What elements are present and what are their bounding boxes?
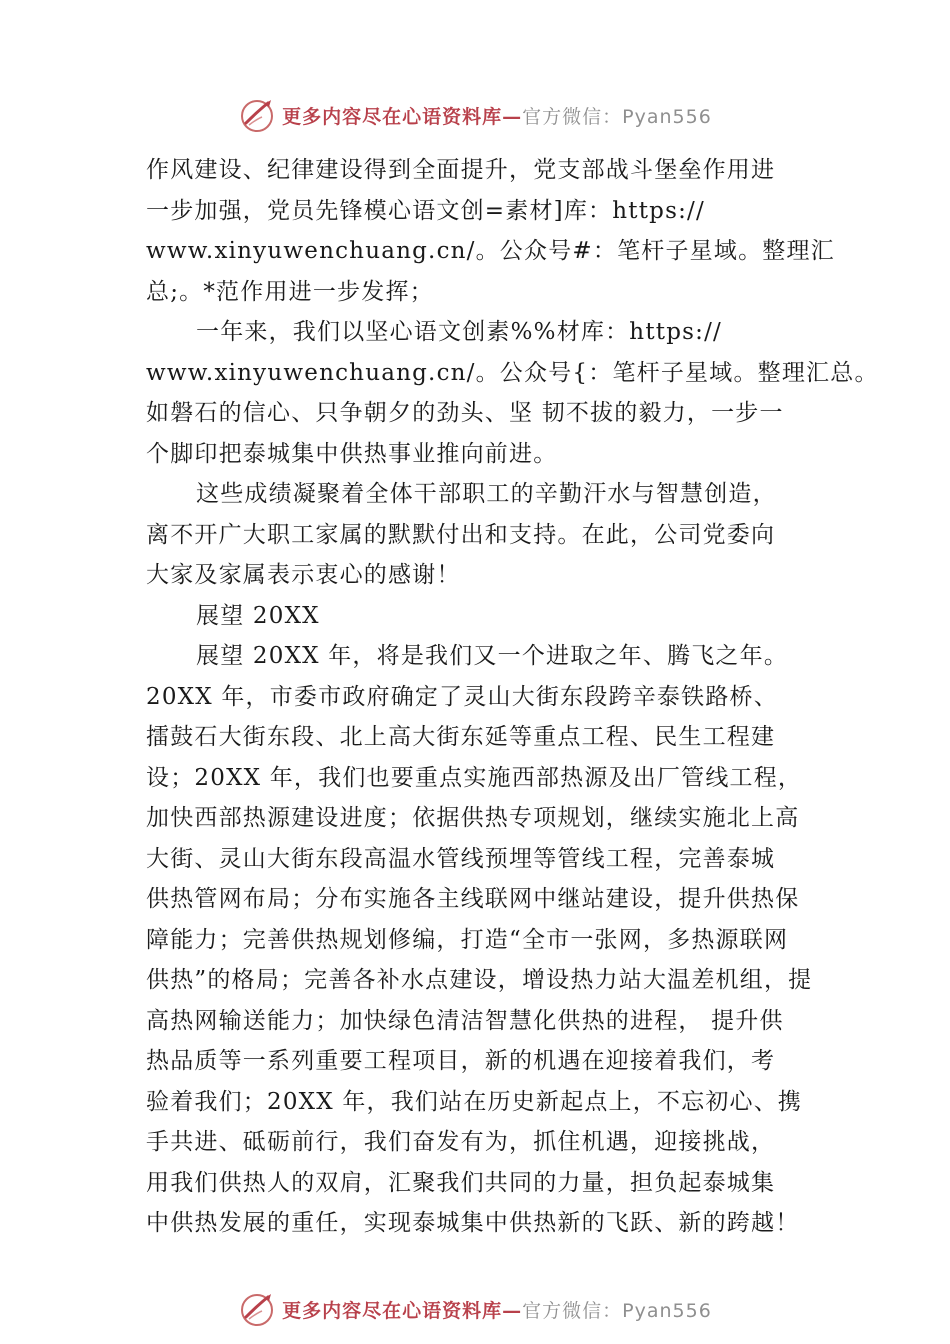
text-line: 如磐石的信心、只争朝夕的劲头、坚 韧不拔的毅力，一步一 [146, 400, 784, 426]
banner-wechat: 官方微信：Pyan556 [522, 1299, 712, 1322]
banner-wechat: 官方微信：Pyan556 [522, 105, 712, 128]
text-line: 作风建设、纪律建设得到全面提升，党支部战斗堡垒作用进 [146, 157, 776, 183]
text-line: www.xinyuwenchuang.cn/。公众号{：笔杆子星域。整理汇总。 [146, 359, 879, 386]
text-line: 供热管网布局；分布实施各主线联网中继站建设，提升供热保 [146, 886, 800, 912]
document-body [146, 150, 879, 1244]
footer-banner [0, 1286, 950, 1332]
text-line: 手共进、砥砺前行，我们奋发有为，抓住机遇，迎接挑战， [146, 1129, 776, 1155]
text-line: 障能力；完善供热规划修编，打造“全市一张网，多热源联网 [146, 926, 789, 953]
banner-text: 更多内容尽在心语资料库— [282, 1299, 523, 1322]
text-line: 中供热发展的重任，实现泰城集中供热新的飞跃、新的跨越！ [146, 1210, 800, 1236]
pen-logo-icon [238, 95, 278, 135]
text-line: 大家及家属表示衷心的感谢！ [146, 562, 461, 588]
text-line: 擂鼓石大街东段、北上高大街东延等重点工程、民生工程建 [146, 724, 776, 750]
text-line: 展望 20XX 年，将是我们又一个进取之年、腾飞之年。 [196, 643, 789, 669]
text-line: 一年来，我们以坚心语文创素%%材库：https:// [196, 319, 722, 345]
text-line: 离不开广大职工家属的默默付出和支持。在此，公司党委向 [146, 521, 776, 548]
text-line: 大街、灵山大街东段高温水管线预埋等管线工程，完善泰城 [146, 845, 776, 872]
text-line: 20XX 年，市委市政府确定了灵山大街东段跨辛泰铁路桥、 [146, 683, 778, 710]
text-line: 总;。*范作用进一步发挥； [146, 278, 434, 305]
text-line: 这些成绩凝聚着全体干部职工的辛勤汗水与智慧创造， [196, 481, 777, 507]
banner-text: 更多内容尽在心语资料库— [282, 105, 523, 128]
text-line: 热品质等一系列重要工程项目，新的机遇在迎接着我们，考 [146, 1048, 776, 1074]
text-line: 高热网输送能力；加快绿色清洁智慧化供热的进程， 提升供 [146, 1007, 784, 1034]
text-line: 一步加强，党员先锋模心语文创=素材]库：https:// [146, 197, 705, 224]
text-line: 设；20XX 年，我们也要重点实施西部热源及出厂管线工程， [146, 764, 803, 791]
section-heading: 展望 20XX [196, 602, 320, 629]
pen-logo-icon [238, 1289, 278, 1329]
header-banner [0, 92, 950, 138]
text-line: 个脚印把泰城集中供热事业推向前进。 [146, 440, 558, 467]
text-line: 验着我们；20XX 年，我们站在历史新起点上，不忘初心、携 [146, 1088, 803, 1115]
text-line: 加快西部热源建设进度；依据供热专项规划，继续实施北上高 [146, 805, 800, 831]
text-line: www.xinyuwenchuang.cn/。公众号#：笔杆子星域。整理汇 [146, 238, 835, 264]
text-line: 供热”的格局；完善各补水点建设，增设热力站大温差机组，提 [146, 967, 813, 993]
text-line: 用我们供热人的双肩，汇聚我们共同的力量，担负起泰城集 [146, 1169, 776, 1196]
